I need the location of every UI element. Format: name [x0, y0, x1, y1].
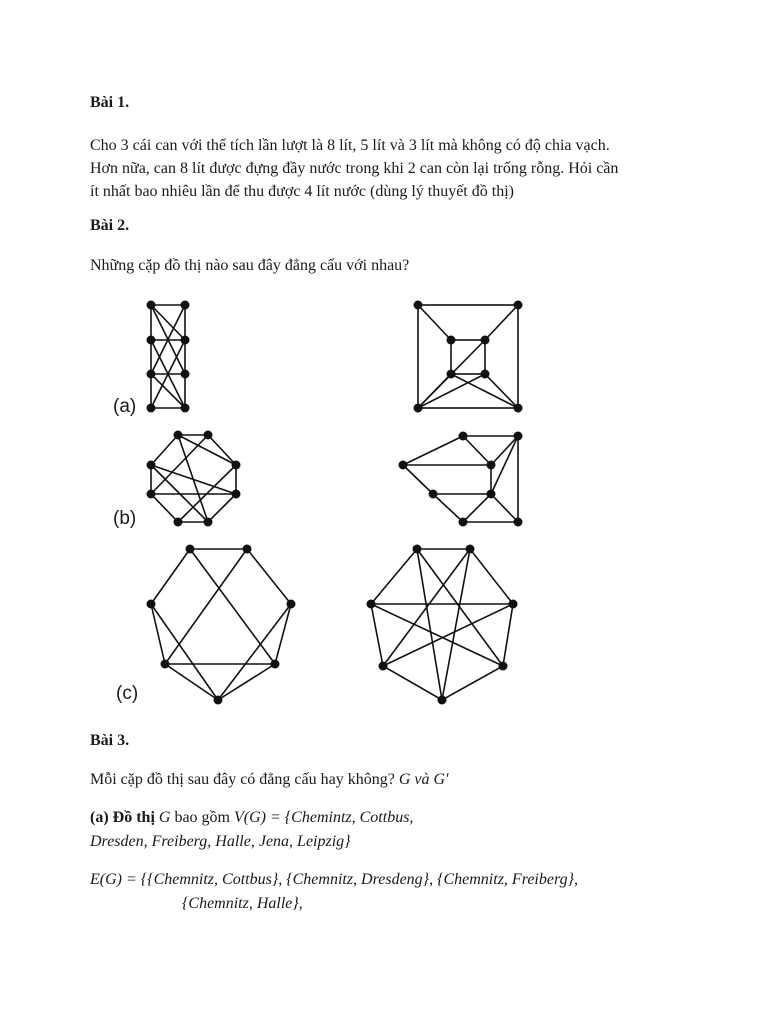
part-a-graph-name: G — [158, 809, 171, 826]
bai3-heading: Bài 3. — [90, 732, 130, 749]
part-a-label: (a) Đồ thị — [90, 809, 155, 826]
graph-label-c: (c) — [116, 683, 139, 704]
bai1-line3: ít nhất bao nhiêu lần để thu được 4 lít nước (dùng lý thuyết đồ thị) — [90, 183, 514, 200]
graph-label-a: (a) — [113, 396, 137, 417]
graph-b-right — [403, 436, 518, 522]
graph-a-right — [418, 305, 518, 408]
graph-c-left — [151, 549, 291, 700]
part-a-mid: bao gồm — [174, 809, 230, 826]
bai3-question — [90, 768, 690, 791]
bai1-heading: Bài 1. — [90, 94, 130, 111]
bai1-line2: Hơn nữa, can 8 lít được đựng đầy nước trong khi 2 can còn lại trống rỗng. Hỏi cần — [90, 160, 619, 177]
bai3-part-a — [90, 806, 690, 829]
graph-label-b: (b) — [113, 508, 137, 529]
bai3-question-math: G và G′ — [398, 771, 449, 788]
bai2-heading: Bài 2. — [90, 217, 130, 234]
graph-c-right — [371, 549, 513, 700]
bai3-question-text: Mỗi cặp đồ thị sau đây có đẳng cấu hay không? — [90, 771, 395, 788]
graph-vertices — [147, 301, 523, 705]
graph-b-left — [151, 435, 236, 522]
edge-set-line2: {Chemnitz, Halle}, — [182, 895, 303, 912]
edge-set-line1: E(G) = {{Chemnitz, Cottbus}, {Chemnitz, Dresdeng}, {Chemnitz, Freiberg}, — [90, 871, 578, 888]
vertex-set-line1: V(G) = {Chemintz, Cottbus, — [234, 809, 414, 826]
vertex-set-line2: Dresden, Freiberg, Halle, Jena, Leipzig} — [90, 833, 351, 850]
bai2-question: Những cặp đồ thị nào sau đây đẳng cấu với nhau? — [90, 257, 410, 274]
graph-a-left — [151, 305, 185, 408]
bai1-line1: Cho 3 cái can với thể tích lần lượt là 8 lít, 5 lít và 3 lít mà không có độ chia vạch. — [90, 137, 610, 154]
